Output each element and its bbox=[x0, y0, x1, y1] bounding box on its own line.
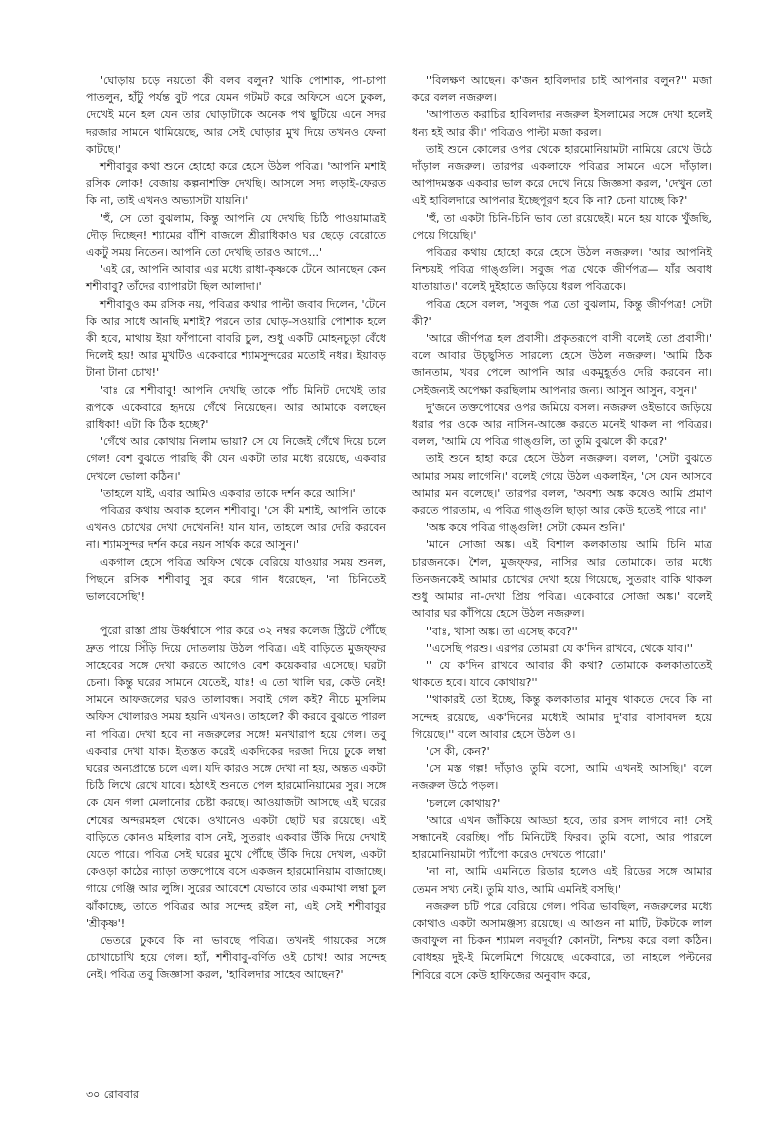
paragraph: 'তাহলে যাই, এবার আমিও একবার তাকে দর্শন করে আসি।' bbox=[100, 486, 356, 500]
paragraph: ''থাকারই তো ইচ্ছে, কিন্তু কলকাতার মানুষ থাকতে দেবে কি না সন্দেহ রয়েছে, এক'দিনের মধ্যেই আমার দু'বার বাসাবদল হয়ে গিয়েছে।'' বলে আবার হেসে উঠল ও। bbox=[412, 693, 712, 741]
paragraph: 'এই রে, আপনি আবার এর মধ্যে রাধা-কৃষ্ণকে টেনে আনছেন কেন শশীবাবু? তাঁদের ব্যাপারটা ছিল আলাদা।' bbox=[86, 263, 386, 294]
paragraph: ''বাঃ, খাসা অঙ্ক। তা এসেছ কবে?'' bbox=[426, 624, 578, 638]
paragraph: পবিত্রর কথায় হোহো করে হেসে উঠল নজরুল। 'আর আপনিই নিশ্চয়ই পবিত্র গাঙ্গুলি। সবুজ পত্র থেকে জীর্ণপত্র— যাঁর অবাধ যাতায়াত।' বলেই দুইহাতে জড়িয়ে ধরল পবিত্রকে। bbox=[412, 246, 712, 294]
paragraph: তাই শুনে কোলের ওপর থেকে হারমোনিয়ামটা নামিয়ে রেখে উঠে দাঁড়াল নজরুল। তারপর একলাফে পবিত্রর সামনে এসে দাঁড়াল। আপাদমস্তক একবার ভাল করে দেখে নিয়ে জিজ্ঞসা করল, 'দেখুন তো এই হাবিলদারে আপনার ইচ্ছেপূরণ হবে কি না? চেনা যাচ্ছে কি?' bbox=[412, 142, 712, 208]
paragraph: তাই শুনে হাহা করে হেসে উঠল নজরুল। বলল, 'সেটা বুঝতে আমার সময় লাগেনি।' বলেই গেয়ে উঠল একলাইন, 'সে যেন আসবে আমার মন বলেছে।' তারপর বলল, 'অবশ্য অঙ্ক কষেও আমি প্রমাণ করতে পারতাম, এ পবিত্র গাঙ্গুলি ছাড়া আর কেউ হতেই পারে না।' bbox=[412, 452, 712, 518]
paragraph: 'সে মস্ত গল্প! দাঁড়াও তুমি বসো, আমি এখনই আসছি।' বলে নজরুল উঠে পড়ল। bbox=[412, 762, 712, 793]
paragraph: 'ঘোড়ায় চড়ে নয়তো কী বলব বলুন? খাকি পোশাক, পা-চাপা পাতলুন, হাঁটু পর্যন্ত বুট পরে যেমন গটমট করে অফিসে এসে ঢুকল, দেখেই মনে হল যেন তার ঘোড়াটাকে অনেক পথ ছুটিয়ে এনে সদর দরজার সামনে থামিয়েছে, আর সেই ঘোড়ার মুখ দিয়ে তখনও ফেনা কাটছে।' bbox=[86, 74, 386, 156]
paragraph: শশীবাবুর কথা শুনে হোহো করে হেসে উঠল পবিত্র। 'আপনি মশাই রসিক লোক! বেজায় কল্পনাশক্তি দেখছি। আসলে সদ্য লড়াই-ফেরত কি না, তাই এখনও অভ্যাসটা যায়নি।' bbox=[86, 160, 386, 208]
paragraph: 'মানে সোজা অঙ্ক। এই বিশাল কলকাতায় আমি চিনি মাত্র চারজনকে। শৈল, মুজফ্ফর, নাসির আর তোমাকে। তার মধ্যে তিনজনকেই আমার চোখের দেখা হয়ে গিয়েছে, সুতরাং বাকি থাকল শুধু আমার না-দেখা প্রিয় পবিত্র। একেবারে সোজা অঙ্ক।' বলেই আবার ঘর কাঁপিয়ে হেসে উঠল নজরুল। bbox=[412, 538, 712, 621]
paragraph: 'গেঁথে আর কোথায় নিলাম ভায়া? সে যে নিজেই গেঁথে দিয়ে চলে গেল! বেশ বুঝতে পারছি কী যেন একটা তার মধ্যে রয়েছে, একবার দেখলে ভোলা কঠিন।' bbox=[86, 435, 386, 483]
paragraph: 'আরে এখন জাঁকিয়ে আড্ডা হবে, তার রসদ লাগবে না! সেই সন্ধানেই বেরচ্ছি। পাঁচ মিনিটেই ফিরব। তুমি বসো, আর পারলে হারমোনিয়ামটা প্যাঁপো করেও দেখতে পারো।' bbox=[412, 813, 712, 862]
paragraph: '' যে ক'দিন রাখবে আবার কী কথা? তোমাকে কলকাতাতেই থাকতে হবে। যাবে কোথায়?'' bbox=[412, 658, 712, 690]
right-column bbox=[412, 72, 712, 984]
paragraph: ''বিলক্ষণ আছেন। ক'জন হাবিলদার চাই আপনার বলুন?'' মজা করে বলল নজরুল। bbox=[412, 74, 712, 105]
paragraph: ভেতরে ঢুকবে কি না ভাবছে পবিত্র। তখনই গায়কের সঙ্গে চোখাচোখি হয়ে গেল। হ্যাঁ, শশীবাবু-বর্ণিত ওই চোখ! আর সন্দেহ নেই। পবিত্র তবু জিজ্ঞাসা করল, 'হাবিলদার সাহেব আছেন?' bbox=[86, 933, 386, 982]
paragraph: 'সে কী, কেন?' bbox=[426, 744, 490, 758]
paragraph: পুরো রাস্তা প্রায় উর্ধ্বশ্বাসে পার করে ৩২ নম্বর কলেজ স্ট্রিটে পৌঁছে দ্রুত পায়ে সিঁড়ি দিয়ে দোতলায় উঠল পবিত্র। এই বাড়িতে মুজফ্ফর সাহেবের সঙ্গে দেখা করতে আগেও বেশ কয়েকবার এসেছে। ঘরটা চেনা। কিন্তু ঘরের সামনে যেতেই, যাঃ! এ তো খালি ঘর, কেউ নেই! সামনে আফজলের ঘরও তালাবন্ধ। সবাই গেল কই? নীচে মুসলিম অফিস খোলারও সময় হয়নি এখনও। তাহলে? কী করবে বুঝতে পারল না পবিত্র। দেখা হবে না নজরুলের সঙ্গে! মনখারাপ হয়ে গেল। তবু একবার দেখা যাক। ইতস্তত করেই একদিকের দরজা দিয়ে ঢুকে লম্বা ঘরের অন্যপ্রান্তে চলে এল। যদি কারও সঙ্গে দেখা না হয়, অন্তত একটা চিঠি লিখে রেখে যাবে। হঠাৎই শুনতে পেল হারমোনিয়ামের সুর। সঙ্গে কে যেন গলা মেলানোর চেষ্টা করছে। আওয়াজটা আসছে এই ঘরের শেষের অন্দরমহল থেকে। ওখানেও একটা ছোট ঘর রয়েছে। এই বাড়িতে কোনও মহিলার বাস নেই, সুতরাং একবার উঁকি দিয়ে দেখাই যেতে পারে। পবিত্র সেই ঘরের মুখে পৌঁছে উঁকি দিয়ে দেখল, একটা কেওড়া কাঠের ন্যাড়া তক্তপোষে বসে একজন হারমোনিয়াম বাজাচ্ছে। গায়ে গেঞ্জি আর লুঙ্গি। সুরের আবেশে যেভাবে তার একমাথা লম্বা চুল ঝাঁকাচ্ছে, তাতে পবিত্রর আর সন্দেহ রইল না, এই সেই শশীবাবুর 'শ্রীকৃষ্ণ'! bbox=[86, 624, 386, 930]
paragraph: 'বাঃ রে শশীবাবু! আপনি দেখছি তাকে পাঁচ মিনিট দেখেই তার রূপকে একেবারে হৃদয়ে গেঁথে নিয়েছেন। আর আমাকে বলছেন রাধিকা! এটা কি ঠিক হচ্ছে?' bbox=[86, 383, 386, 432]
paragraph: নজরুল চটি পরে বেরিয়ে গেল। পবিত্র ভাবছিল, নজরুলের মধ্যে কোথাও একটা অসামঞ্জস্য রয়েছে। এ আগুন না মাটি, টকটকে লাল জবাফুল না চিকন শ্যামল নবদূর্বা? কোনটা, নিশ্চয় করে বলা কঠিন। বোধহয় দুই-ই মিলেমিশে গিয়েছে একেবারে, তা নাহলে পল্টনের শিবিরে বসে কেউ হাফিজের অনুবাদ করে, bbox=[412, 899, 712, 982]
paragraph: ''এসেছি পরশু। এরপর তোমরা যে ক'দিন রাখবে, থেকে যাব।'' bbox=[426, 641, 693, 655]
paragraph: 'আরে জীর্ণপত্র হল প্রবাসী। প্রকৃতরূপে বাসী বলেই তো প্রবাসী।' বলে আবার উচ্ছ্বসিত সারল্যে হেসে উঠল নজরুল। 'আমি ঠিক জানতাম, খবর পেলে আপনি আর একমুহূর্তও দেরি করবেন না। সেইজন্যই অপেক্ষা করছিলাম আপনার জন্য। আসুন আসুন, বসুন।' bbox=[412, 332, 712, 397]
paragraph: 'আপাতত করাচির হাবিলদার নজরুল ইসলামের সঙ্গে দেখা হলেই ধন্য হই আর কী।' পবিত্রও পাল্টা মজা করল। bbox=[412, 108, 712, 139]
paragraph: দু'জনে তক্তপোষের ওপর জমিয়ে বসল। নজরুল ওইভাবে জড়িয়ে ধরার পর ওকে আর নাসিন-আজ্ঞে করতে মনেই থাকল না পবিত্রর। বলল, 'আমি যে পবিত্র গাঙ্গুলি, তা তুমি বুঝলে কী করে?' bbox=[412, 400, 712, 449]
paragraph: 'হুঁ, সে তো বুঝলাম, কিন্তু আপনি যে দেখছি চিঠি পাওয়ামাত্রই দৌড় দিচ্ছেন! শ্যামের বাঁশি বাজলে শ্রীরাধিকাও ঘর ছেড়ে বেরোতে একটু সময় নিতেন। আপনি তো দেখছি তারও আগে...' bbox=[86, 211, 386, 260]
paragraph: 'অঙ্ক কষে পবিত্র গাঙ্গুলি! সেটা কেমন শুনি।' bbox=[426, 521, 626, 535]
paragraph: 'হুঁ, তা একটা চিনি-চিনি ভাব তো রয়েছেই। মনে হয় যাকে খুঁজছি, পেয়ে গিয়েছি।' bbox=[412, 211, 712, 242]
paragraph: 'চললে কোথায়?' bbox=[426, 796, 501, 810]
page-footer-label: ৩০ রোববার bbox=[86, 1088, 139, 1101]
paragraph: 'না না, আমি এমনিতে রিডার হলেও এই রিডের সঙ্গে আমার তেমন সখ্য নেই। তুমি যাও, আমি এমনিই বসছি।' bbox=[412, 865, 712, 896]
paragraph: পবিত্রর কথায় অবাক হলেন শশীবাবু। 'সে কী মশাই, আপনি তাকে এখনও চোখের দেখা দেখেননি! যান যান, তাহলে আর দেরি করবেন না। শ্যামসুন্দর দর্শন করে নয়ন সার্থক করে আসুন।' bbox=[86, 504, 386, 552]
paragraph: শশীবাবুও কম রসিক নয়, পবিত্রর কথার পাল্টা জবাব দিলেন, 'টেনে কি আর সাধে আনছি মশাই? পরনে তার ঘোড়-সওয়ারি পোশাক হলে কী হবে, মাথায় ইয়া ফাঁপানো বাবরি চুল, শুধু একটি মোহনচূড়া বেঁধে দিলেই হয়! আর মুখটিও একেবারে শ্যামসুন্দরের মতোই নধর। ইয়াবড় টানা টানা চোখ!' bbox=[86, 297, 386, 380]
paragraph: পবিত্র হেসে বলল, 'সবুজ পত্র তো বুঝলাম, কিন্তু জীর্ণপত্র! সেটা কী?' bbox=[412, 297, 712, 328]
paragraph: একগাল হেসে পবিত্র অফিস থেকে বেরিয়ে যাওয়ার সময় শুনল, পিছনে রসিক শশীবাবু সুর করে গান ধরেছেন, 'না চিনিতেই ভালবেসেছি'! bbox=[86, 555, 386, 604]
left-column bbox=[86, 72, 386, 984]
